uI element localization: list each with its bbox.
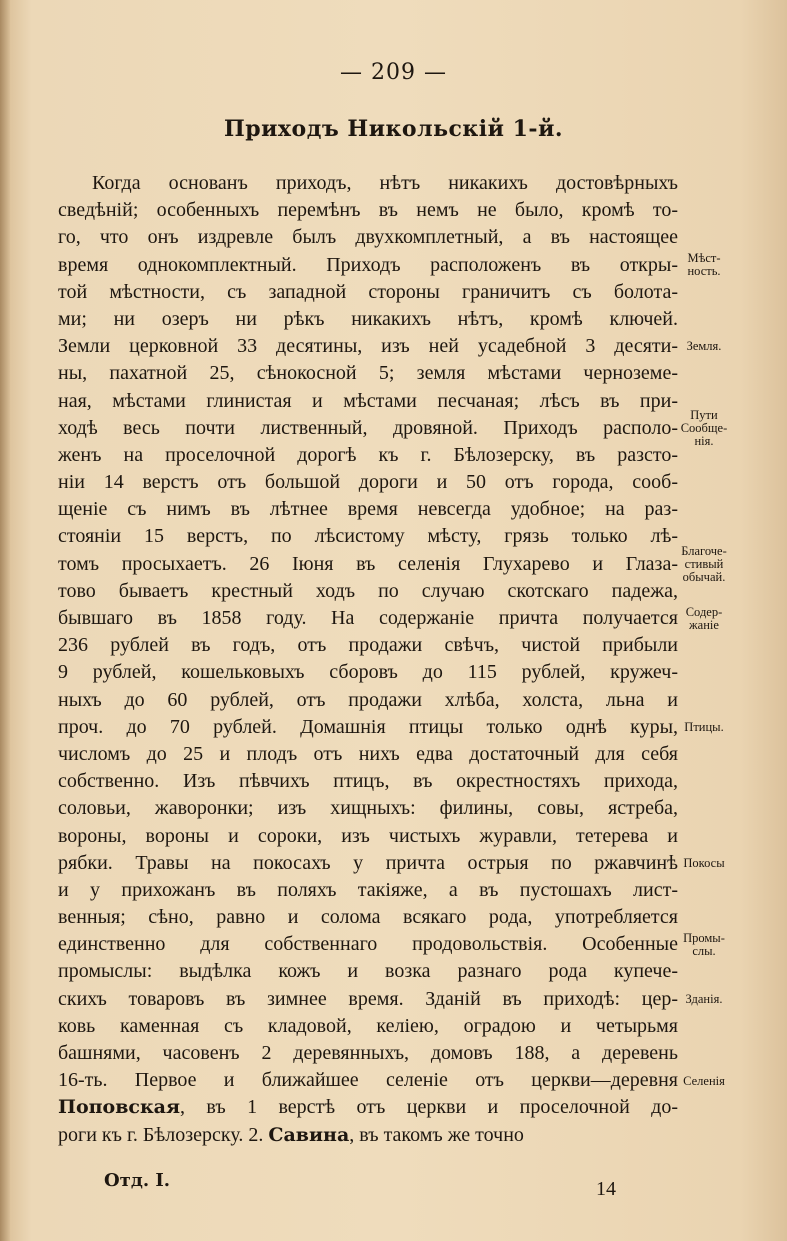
text-line — [58, 360, 678, 387]
section-heading: Приходъ Никольскій 1-й. — [223, 116, 564, 142]
text-segment: ходѣ весь почти лиственный, дровяной. Приходъ располо- — [58, 416, 678, 439]
text-segment: женъ на проселочной дорогѣ къ г. Бѣлозерску, въ разсто- — [58, 443, 678, 466]
margin-note: Земля. — [686, 339, 722, 354]
text-line — [58, 605, 678, 632]
text-line — [58, 388, 678, 415]
text-line — [58, 523, 678, 550]
text-line — [58, 659, 678, 686]
margin-note: Пути Сообще- нія. — [680, 407, 728, 448]
text-line — [58, 333, 678, 360]
text-line — [58, 986, 678, 1013]
text-segment: щеніе съ нимъ въ лѣтнее время невсегда удобное; на раз- — [58, 498, 678, 521]
text-segment: той мѣстности, съ западной стороны граничитъ съ болота- — [58, 280, 678, 303]
text-segment: единственно для собственнаго продовольствія. Особенные — [58, 933, 678, 956]
text-line — [58, 714, 678, 741]
margin-note: Промы- слы. — [683, 931, 725, 959]
emphasized-place-name: Поповская — [58, 1096, 181, 1119]
footer-signature: Отд. I. — [104, 1170, 171, 1191]
text-segment: ная, мѣстами глинистая и мѣстами песчаная; лѣсъ въ при- — [58, 389, 678, 412]
text-line — [58, 197, 678, 224]
text-segment: , въ 1 верстѣ отъ церкви и проселочной до- — [180, 1096, 678, 1119]
text-segment: Когда основанъ приходъ, нѣтъ никакихъ достовѣрныхъ — [92, 172, 678, 194]
text-line — [58, 224, 678, 251]
text-line — [58, 1013, 678, 1040]
text-segment: тово бываетъ крестный ходъ по случаю скотскаго падежа, — [58, 579, 678, 602]
text-segment: башнями, часовенъ 2 деревянныхъ, домовъ 188, а деревень — [58, 1042, 678, 1064]
text-line — [58, 687, 678, 714]
text-segment: ми; ни озеръ ни рѣкъ никакихъ нѣтъ, кромѣ ключей. — [58, 307, 678, 330]
text-line — [58, 632, 678, 659]
text-line — [58, 768, 678, 795]
text-segment: венныя; сѣно, равно и солома всякаго рода, употребляется — [58, 906, 678, 929]
text-line — [58, 442, 678, 469]
text-line — [58, 252, 678, 279]
text-segment: ковь каменная съ кладовой, келіею, оградою и четырьмя — [58, 1014, 678, 1037]
text-line — [58, 469, 678, 496]
text-line — [58, 741, 678, 768]
text-segment: бывшаго въ 1858 году. На содержаніе причта получается — [58, 607, 678, 629]
margin-note: Благоче- стивый обычай. — [681, 543, 727, 584]
text-segment: рябки. Травы на покосахъ у причта острыя по ржавчинѣ — [58, 851, 678, 874]
text-line — [58, 850, 678, 877]
text-line — [58, 1040, 678, 1067]
text-segment: 16-ть. Первое и ближайшее селеніе отъ церкви—деревня — [58, 1069, 678, 1092]
margin-note: Содер- жаніе — [685, 604, 723, 632]
margin-note: Селенія — [683, 1073, 725, 1088]
text-segment: время однокомплектный. Приходъ расположенъ въ откры- — [58, 253, 678, 276]
text-segment: соловьи, жаворонки; изъ хищныхъ: филины, совы, ястреба, — [58, 797, 678, 820]
text-line — [58, 931, 678, 958]
text-line — [58, 1094, 678, 1121]
margin-note: Покосы — [683, 856, 725, 871]
text-segment: го, что онъ издревле былъ двухкомплетный, а въ настоящее — [58, 226, 678, 249]
text-line — [58, 877, 678, 904]
text-line — [58, 170, 678, 197]
text-line — [58, 795, 678, 822]
body-text — [58, 170, 678, 1149]
text-segment: 236 рублей въ годъ, отъ продажи свѣчъ, чистой прибыли — [58, 634, 678, 657]
text-segment: томъ просыхаетъ. 26 Іюня въ селенія Глухарево и Глаза- — [58, 552, 678, 575]
text-segment: собственно. Изъ пѣвчихъ птицъ, въ окрестностяхъ прихода, — [58, 770, 678, 793]
text-line — [58, 306, 678, 333]
text-line — [58, 415, 678, 442]
text-line — [58, 496, 678, 523]
text-line — [58, 1067, 678, 1094]
text-segment: проч. до 70 рублей. Домашнія птицы только однѣ куры, — [58, 715, 678, 738]
text-line — [58, 904, 678, 931]
text-segment: ныхъ до 60 рублей, отъ продажи хлѣба, холста, льна и — [58, 688, 678, 711]
text-segment: роги къ г. Бѣлозерску. 2. — [58, 1123, 269, 1146]
text-line — [58, 578, 678, 605]
text-segment: ніи 14 верстъ отъ большой дороги и 50 отъ города, сооб- — [58, 471, 678, 494]
text-line — [58, 551, 678, 578]
margin-note: Птицы. — [684, 720, 724, 735]
text-segment: вороны, вороны и сороки, изъ чистыхъ журавли, тетерева и — [58, 824, 678, 847]
text-segment: , въ такомъ же точно — [349, 1123, 524, 1146]
text-segment: Земли церковной 33 десятины, изъ ней усадебной 3 десяти- — [58, 335, 678, 358]
text-line — [58, 823, 678, 850]
text-line — [58, 1122, 678, 1149]
text-segment: скихъ товаровъ въ зимнее время. Зданій въ приходѣ: цер- — [58, 987, 678, 1010]
margin-note: Зданія. — [685, 992, 723, 1007]
page-number: — 209 — — [340, 60, 447, 85]
emphasized-place-name: Савина — [268, 1123, 350, 1146]
text-line — [58, 958, 678, 985]
text-segment: и у прихожанъ въ поляхъ такіяже, а въ пустошахъ лист- — [58, 878, 678, 901]
text-segment: 9 рублей, кошельковыхъ сборовъ до 115 рублей, кружеч- — [58, 661, 678, 684]
text-segment: ны, пахатной 25, сѣнокосной 5; земля мѣстами черноземе- — [58, 362, 678, 385]
page-spine-shadow — [0, 0, 10, 1241]
text-line — [58, 279, 678, 306]
text-segment: сведѣній; особенныхъ перемѣнъ въ немъ не было, кромѣ то- — [58, 199, 678, 222]
text-segment: стояніи 15 верстъ, по лѣсистому мѣсту, грязь только лѣ- — [58, 525, 678, 548]
text-segment: числомъ до 25 и плодъ отъ нихъ едва достаточный для себя — [58, 742, 678, 765]
footer-sheet-number: 14 — [596, 1178, 616, 1200]
text-segment: промыслы: выдѣлка кожъ и возка разнаго рода купече- — [58, 960, 678, 983]
margin-note: Мѣст- ность. — [687, 251, 721, 279]
